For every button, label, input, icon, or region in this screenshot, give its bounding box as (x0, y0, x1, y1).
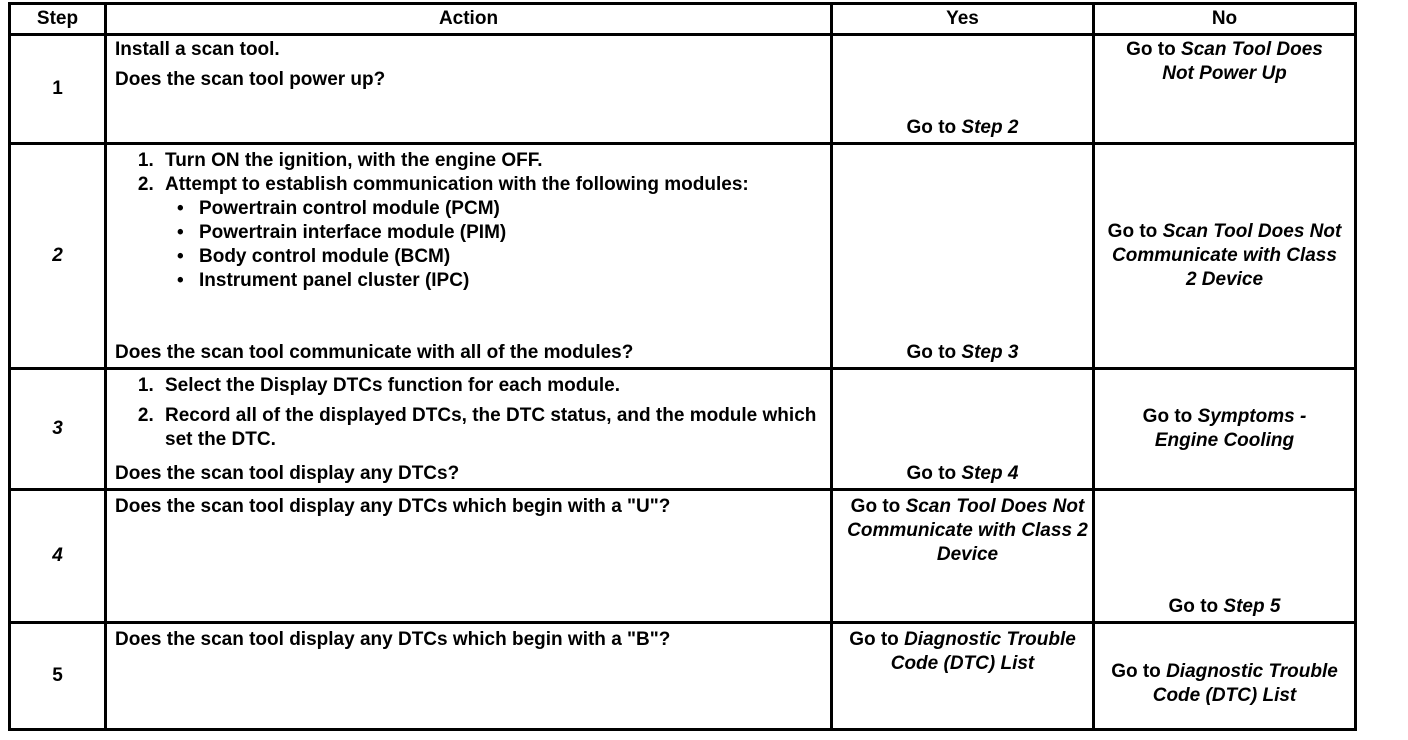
step-row-4 (10, 490, 1356, 623)
yes-answer (833, 341, 1092, 365)
yes-prefix: Go to (906, 463, 962, 484)
no-link[interactable]: Scan Tool Does Not Communicate with Class 2 Device (1112, 221, 1342, 290)
diagnostic-page (8, 2, 1357, 731)
action-question: Does the scan tool display any DTCs which begin with a "U"? (115, 496, 671, 517)
action-question: Does the scan tool power up? (115, 69, 386, 90)
no-cell (1094, 144, 1356, 369)
yes-answer (833, 495, 1092, 567)
no-answer (1095, 405, 1354, 453)
yes-link[interactable]: Step 2 (961, 117, 1019, 138)
no-answer (1095, 38, 1354, 86)
module-item: • Body control module (BCM) (195, 245, 822, 269)
step-number: 4 (10, 490, 106, 623)
header-yes: Yes (832, 4, 1094, 35)
no-answer (1095, 660, 1354, 708)
yes-cell (832, 144, 1094, 369)
action-line: Install a scan tool. (115, 39, 280, 60)
no-cell (1094, 35, 1356, 144)
step-row-3 (10, 369, 1356, 490)
instruction-item: 1. Turn ON the ignition, with the engine OFF. (159, 149, 822, 173)
no-answer (1095, 220, 1354, 292)
yes-cell (832, 35, 1094, 144)
header-no: No (1094, 4, 1356, 35)
instruction-text: Attempt to establish communication with the following modules: (165, 174, 749, 195)
action-cell (106, 144, 832, 369)
yes-link[interactable]: Step 4 (961, 463, 1019, 484)
yes-answer (833, 462, 1092, 486)
no-prefix: Go to (1107, 221, 1163, 242)
yes-cell (832, 490, 1094, 623)
header-step: Step (10, 4, 106, 35)
instruction-item: 2. Record all of the displayed DTCs, the DTC status, and the module which set the DTC. (159, 404, 822, 452)
no-prefix: Go to (1126, 39, 1182, 60)
no-prefix: Go to (1111, 661, 1167, 683)
yes-prefix: Go to (906, 117, 962, 138)
action-cell (106, 35, 832, 144)
step-row-2 (10, 144, 1356, 369)
no-answer (1095, 595, 1354, 619)
action-question: Does the scan tool display any DTCs? (115, 463, 460, 484)
header-row (10, 4, 1356, 35)
numbered-instructions (115, 374, 822, 452)
numbered-instructions (115, 149, 822, 293)
yes-link[interactable]: Scan Tool Does Not Communicate with Class 2 Device (847, 496, 1088, 565)
diagnostic-table (8, 2, 1357, 731)
no-cell (1094, 490, 1356, 623)
no-link[interactable]: Symptoms - Engine Cooling (1154, 406, 1307, 451)
action-question: Does the scan tool display any DTCs which begin with a "B"? (115, 629, 671, 650)
module-item: • Powertrain interface module (PIM) (195, 221, 822, 245)
yes-answer (833, 116, 1092, 140)
step-number: 2 (10, 144, 106, 369)
no-link[interactable]: Diagnostic Trouble Code (DTC) List (1152, 661, 1338, 707)
action-question: Does the scan tool communicate with all of the modules? (115, 342, 634, 363)
yes-cell (832, 369, 1094, 490)
yes-prefix: Go to (850, 496, 906, 517)
step-number: 5 (10, 623, 106, 730)
step-number: 1 (10, 35, 106, 144)
instruction-item: 1. Select the Display DTCs function for each module. (159, 374, 822, 398)
module-item: • Instrument panel cluster (IPC) (195, 269, 822, 293)
yes-link[interactable]: Diagnostic Trouble Code (DTC) List (890, 629, 1076, 674)
step-row-5 (10, 623, 1356, 730)
yes-prefix: Go to (849, 629, 905, 650)
action-cell (106, 490, 832, 623)
no-prefix: Go to (1168, 596, 1224, 617)
instruction-item (159, 173, 822, 293)
step-number: 3 (10, 369, 106, 490)
module-list (165, 197, 822, 293)
action-cell (106, 623, 832, 730)
no-prefix: Go to (1142, 406, 1198, 427)
step-row-1 (10, 35, 1356, 144)
module-item: • Powertrain control module (PCM) (195, 197, 822, 221)
no-link[interactable]: Step 5 (1223, 596, 1281, 617)
no-link[interactable]: Scan Tool Does Not Power Up (1162, 39, 1323, 84)
yes-answer (833, 628, 1092, 676)
no-cell (1094, 623, 1356, 730)
yes-prefix: Go to (906, 342, 962, 363)
no-cell (1094, 369, 1356, 490)
yes-link[interactable]: Step 3 (961, 342, 1019, 363)
yes-cell (832, 623, 1094, 730)
action-cell (106, 369, 832, 490)
header-action: Action (106, 4, 832, 35)
